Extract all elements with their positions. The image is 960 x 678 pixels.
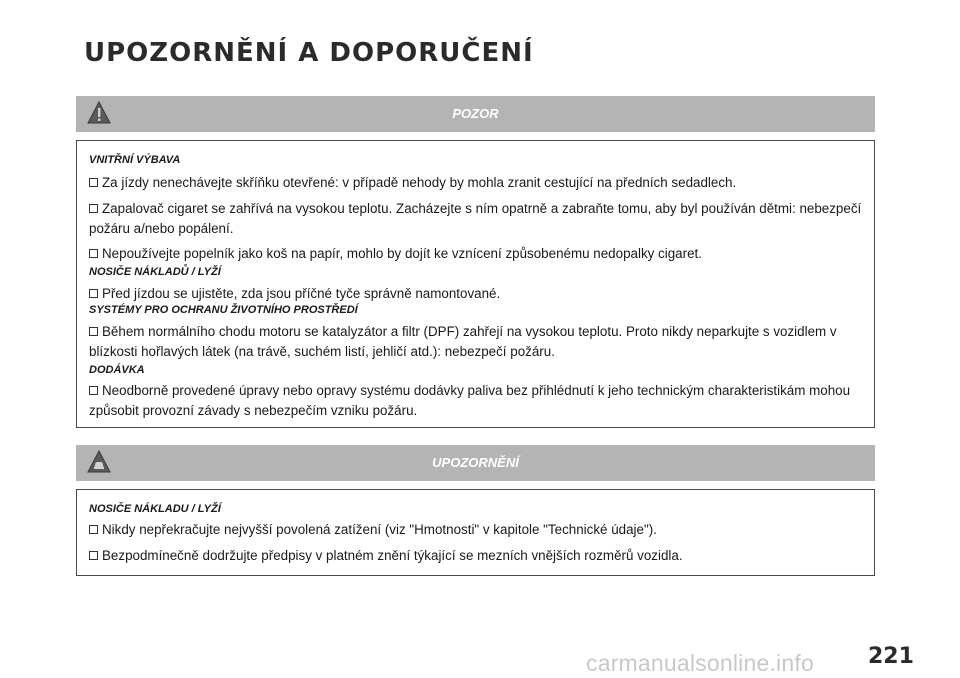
list-item [89,173,862,193]
list-item-text: Zapalovač cigaret se zahřívá na vysokou teplotu. Zacházejte s ním opatrně a zabraňte tomu, aby byl používán dětmi: nebezpečí požáru a/nebo popálení. [89,201,862,236]
section-heading: NOSIČE NÁKLADU / LYŽÍ [89,503,221,515]
caution-header [76,445,875,481]
list-item [89,199,862,239]
section-heading: NOSIČE NÁKLADŮ / LYŽÍ [89,266,221,278]
list-item [89,244,862,264]
section-heading: DODÁVKA [89,364,145,376]
list-item [89,381,862,421]
list-item [89,520,862,540]
page-title: UPOZORNĚNÍ A DOPORUČENÍ [84,38,534,68]
checkbox-square-icon [89,178,98,187]
section-heading: SYSTÉMY PRO OCHRANU ŽIVOTNÍHO PROSTŘEDÍ [89,304,358,316]
checkbox-square-icon [89,551,98,560]
list-item [89,546,862,566]
section-heading: VNITŘNÍ VÝBAVA [89,154,181,166]
list-item [89,322,862,362]
caution-header-label: UPOZORNĚNÍ [432,455,519,470]
list-item-text: Za jízdy nenechávejte skříňku otevřené: v případě nehody by mohla zranit cestující na předních sedadlech. [102,175,737,190]
list-item [89,284,862,304]
warning-header [76,96,875,132]
checkbox-square-icon [89,386,98,395]
caution-box [76,489,875,576]
list-item-text: Nikdy nepřekračujte nejvyšší povolená zatížení (viz "Hmotnosti" v kapitole "Technické údaje"). [102,522,657,537]
list-item-text: Nepoužívejte popelník jako koš na papír, mohlo by dojít ke vznícení způsobenému nedopalky cigaret. [102,246,702,261]
checkbox-square-icon [89,327,98,336]
list-item-text: Během normálního chodu motoru se katalyzátor a filtr (DPF) zahřejí na vysokou teplotu. Proto nikdy neparkujte s vozidlem v blízkosti hořlavých látek (na trávě, suchém listí, jehličí atd.): nebezpečí požáru. [89,324,837,359]
warning-header-label: POZOR [452,106,499,121]
list-item-text: Před jízdou se ujistěte, zda jsou příčné tyče správně namontované. [102,286,501,301]
list-item-text: Neodborně provedené úpravy nebo opravy systému dodávky paliva bez přihlédnutí k jeho technickým charakteristikám mohou způsobit provozní závady s nebezpečím vzniku požáru. [89,383,851,418]
warning-box [76,140,875,428]
checkbox-square-icon [89,249,98,258]
checkbox-square-icon [89,204,98,213]
checkbox-square-icon [89,289,98,298]
list-item-text: Bezpodmínečně dodržujte předpisy v platném znění týkající se mezních vnějších rozměrů vozidla. [102,548,683,563]
watermark: carmanualsonline.info [586,650,814,676]
checkbox-square-icon [89,525,98,534]
page-number: 221 [868,644,914,669]
